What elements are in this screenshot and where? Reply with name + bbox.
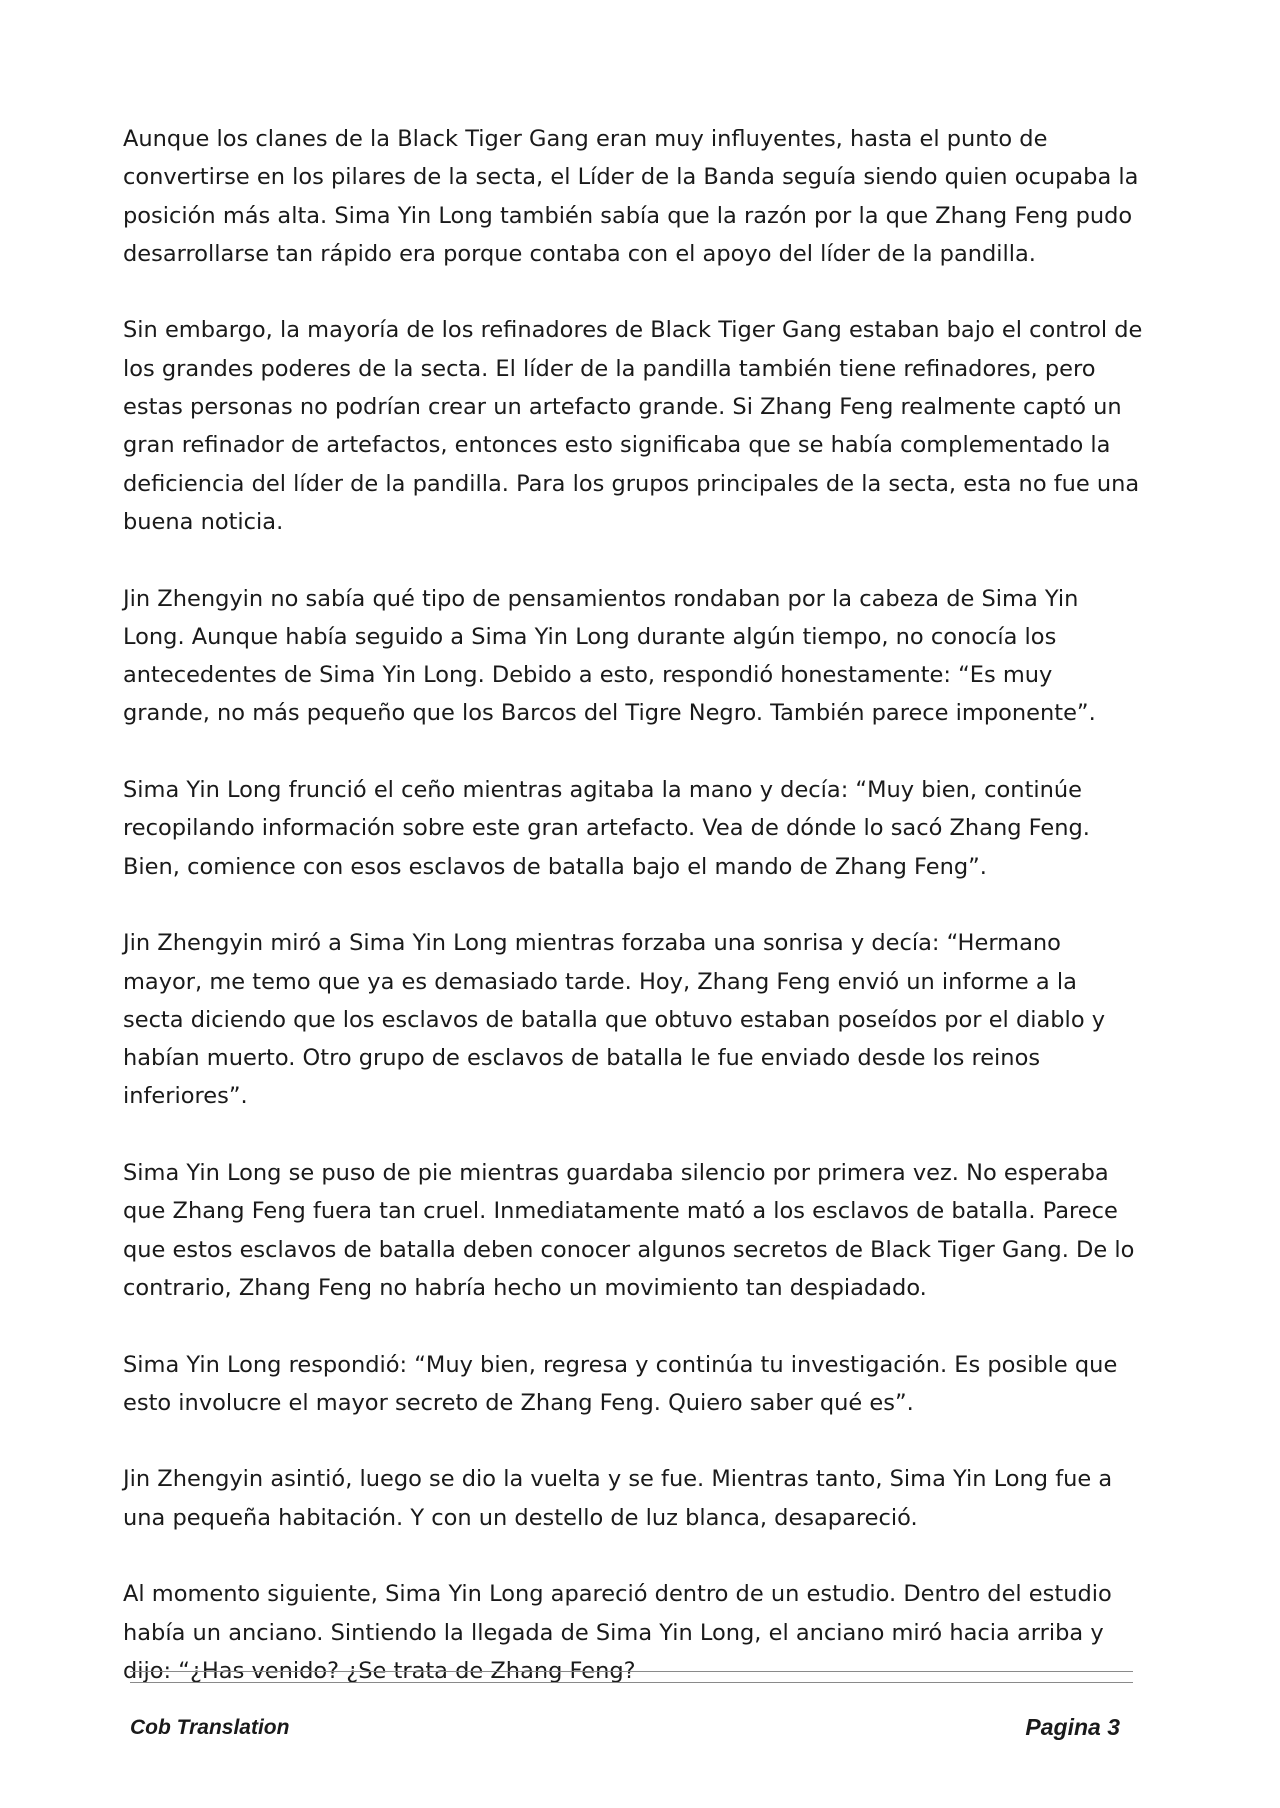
paragraph-6: Sima Yin Long se puso de pie mientras guardaba silencio por primera vez. No esperaba que Zhang Feng fuera tan cruel. Inmediatamente mató a los esclavos de batalla. Parece que estos esclavos de batalla deben conocer algunos secretos de Black Tiger Gang. De lo contrario, Zhang Feng no habría hecho un movimiento tan despiadado. [123,1160,1135,1301]
paragraph-9: Al momento siguiente, Sima Yin Long apareció dentro de un estudio. Dentro del estudio había un anciano. Sintiendo la llegada de Sima Yin Long, el anciano miró hacia arriba y dijo: “¿Has venido? ¿Se trata de Zhang Feng? [123,1581,1112,1684]
paragraph-8: Jin Zhengyin asintió, luego se dio la vuelta y se fue. Mientras tanto, Sima Yin Long fue a una pequeña habitación. Y con un destello de luz blanca, desapareció. [123,1466,1113,1531]
paragraph-2: Sin embargo, la mayoría de los refinadores de Black Tiger Gang estaban bajo el control de los grandes poderes de la secta. El líder de la pandilla también tiene refinadores, pero estas personas no podrían crear un artefacto grande. Si Zhang Feng realmente captó un gran refinador de artefactos, entonces esto significaba que se había complementado la deficiencia del líder de la pandilla. Para los grupos principales de la secta, esta no fue una buena noticia. [123,317,1143,535]
footer-rule-top [130,1671,1133,1672]
paragraph-4: Sima Yin Long frunció el ceño mientras agitaba la mano y decía: “Muy bien, continúe recopilando información sobre este gran artefacto. Vea de dónde lo sacó Zhang Feng. Bien, comience con esos esclavos de batalla bajo el mando de Zhang Feng”. [123,777,1090,880]
footer-divider [130,1671,1133,1683]
footer-rule-bottom [130,1682,1133,1683]
footer-page-number: Pagina 3 [1025,1714,1120,1740]
footer-translator-credit: Cob Translation [130,1716,290,1739]
body-text [123,120,1143,1728]
paragraph-1: Aunque los clanes de la Black Tiger Gang eran muy influyentes, hasta el punto de convertirse en los pilares de la secta, el Líder de la Banda seguía siendo quien ocupaba la posición más alta. Sima Yin Long también sabía que la razón por la que Zhang Feng pudo desarrollarse tan rápido era porque contaba con el apoyo del líder de la pandilla. [123,126,1139,267]
paragraph-5: Jin Zhengyin miró a Sima Yin Long mientras forzaba una sonrisa y decía: “Hermano mayor, me temo que ya es demasiado tarde. Hoy, Zhang Feng envió un informe a la secta diciendo que los esclavos de batalla que obtuvo estaban poseídos por el diablo y habían muerto. Otro grupo de esclavos de batalla le fue enviado desde los reinos inferiores”. [123,930,1106,1110]
paragraph-3: Jin Zhengyin no sabía qué tipo de pensamientos rondaban por la cabeza de Sima Yin Long. Aunque había seguido a Sima Yin Long durante algún tiempo, no conocía los antecedentes de Sima Yin Long. Debido a esto, respondió honestamente: “Es muy grande, no más pequeño que los Barcos del Tigre Negro. También parece imponente”. [123,585,1096,727]
paragraph-7: Sima Yin Long respondió: “Muy bien, regresa y continúa tu investigación. Es posible que esto involucre el mayor secreto de Zhang Feng. Quiero saber qué es”. [123,1351,1118,1416]
